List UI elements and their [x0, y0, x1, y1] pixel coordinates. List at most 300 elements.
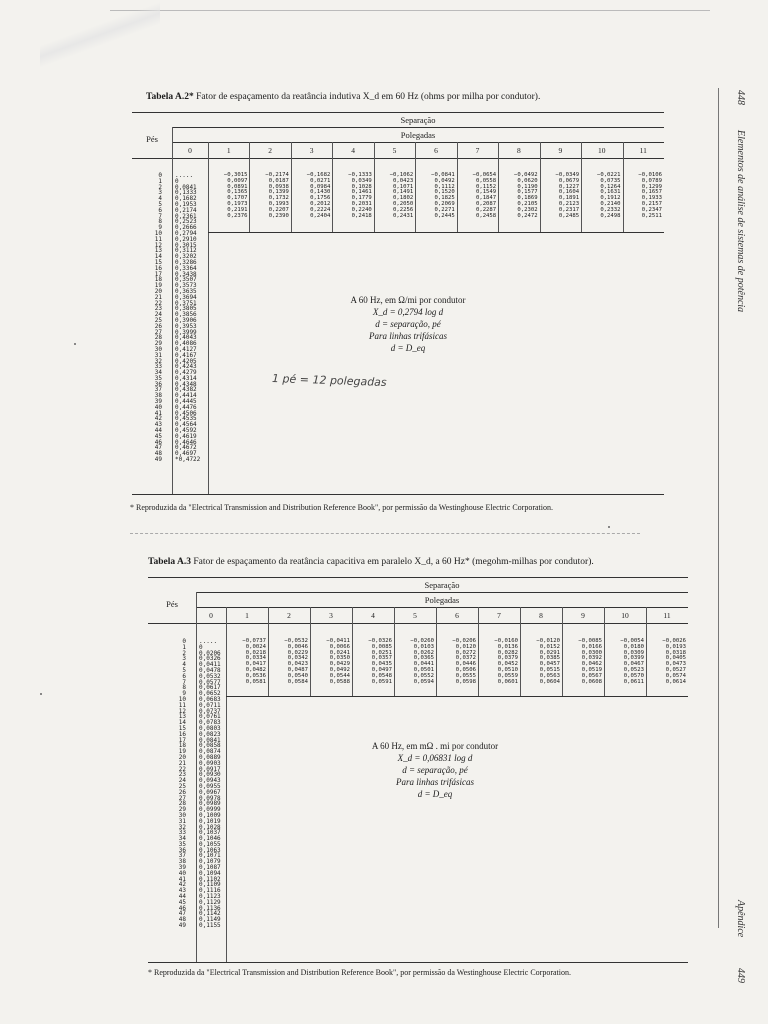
- table-cell: 0,2332: [600, 206, 621, 213]
- table-cell: 0,2523: [175, 218, 197, 226]
- table-cell: 0,0399: [623, 655, 644, 662]
- table-cell: 0,1953: [175, 200, 197, 208]
- table-cell: 0,0262: [413, 649, 434, 656]
- table-cell: 0,0679: [558, 177, 580, 184]
- table-cell: 0,1152: [475, 183, 497, 190]
- table-cell: 0,3856: [175, 311, 197, 319]
- table-cell: 0,0567: [581, 672, 602, 679]
- table-cell: 0,0823: [199, 730, 221, 738]
- feet-value: 6: [182, 672, 186, 680]
- inch-column-values: [268, 639, 308, 685]
- table-cell: 0,0604: [539, 678, 560, 685]
- inch-column-values: [562, 639, 602, 685]
- table-cell: 0,0085: [371, 643, 392, 650]
- table-cell: 0,2191: [227, 206, 248, 213]
- margin-rule: [718, 88, 719, 928]
- table-cell: 0,1149: [199, 916, 221, 924]
- table-cell: 0,4672: [175, 444, 197, 452]
- inch-column-values: [332, 173, 371, 219]
- inch-column-label: 6: [434, 146, 438, 155]
- formula-line: Para linhas trifásicas: [395, 777, 474, 787]
- table-cell: −0,3015: [223, 172, 248, 178]
- table-cell: 0,0365: [413, 655, 434, 662]
- table-cell: 0,4243: [175, 363, 197, 371]
- table-cell: 0,0423: [287, 661, 308, 668]
- feet-value: 34: [178, 835, 186, 843]
- feet-value: 10: [154, 229, 162, 237]
- feet-value: 5: [158, 200, 162, 208]
- feet-value: 48: [178, 916, 186, 924]
- feet-value: 44: [154, 427, 162, 435]
- formula-line: d = D_eq: [417, 789, 453, 799]
- inch-column-values: [310, 639, 350, 685]
- formula-line: d = separação, pé: [375, 319, 441, 329]
- table-cell: −0,2174: [265, 172, 289, 178]
- table-cell: −0,0349: [555, 172, 580, 178]
- table-cell: 0,0492: [329, 666, 350, 673]
- inch-column-label: 8: [539, 611, 543, 620]
- table-cell: −0,0737: [242, 638, 266, 644]
- table-cell: 0,0577: [199, 678, 221, 686]
- table-cell: .....: [175, 172, 194, 179]
- table-cell: 0,0930: [199, 771, 221, 779]
- table-cell: −0,0654: [472, 172, 497, 178]
- table-cell: 0,0241: [329, 649, 350, 656]
- inch-column-label: 4: [351, 146, 355, 155]
- feet-value: 31: [178, 817, 186, 825]
- table-cell: 0,0349: [351, 177, 372, 184]
- table-cell: 0,2404: [310, 212, 331, 219]
- table-cell: 0,1933: [641, 195, 662, 202]
- table-cell: 0,0903: [199, 759, 221, 767]
- table-cell: 0,0999: [199, 806, 221, 814]
- table-cell: 0,0938: [268, 183, 289, 190]
- formula-line: A 60 Hz, em Ω/mi por condutor: [350, 295, 466, 305]
- table-number: Tabela A.2*: [146, 92, 194, 102]
- table-cell: 0,1055: [199, 840, 221, 848]
- table-cell: 0,1112: [434, 183, 455, 190]
- table-cell: 0,1102: [199, 875, 221, 883]
- table-cell: 0,0574: [665, 672, 686, 679]
- feet-value: 5: [182, 666, 186, 674]
- inch-column-label: 9: [581, 611, 585, 620]
- table-cell: 0,1993: [268, 200, 289, 207]
- table-cell: 0,1299: [641, 183, 662, 190]
- inch-column-values: [208, 173, 247, 219]
- table-cell: 0,1577: [517, 189, 538, 196]
- table-cell: 0,2123: [558, 200, 580, 207]
- table-cell: 0,0955: [199, 782, 221, 790]
- formula-line: d = separação, pé: [402, 765, 468, 775]
- scan-speck: [74, 343, 76, 345]
- feet-value: 32: [154, 357, 162, 365]
- table-cell: 0,0282: [497, 649, 518, 656]
- table-cell: 0,3906: [175, 316, 197, 324]
- table-cell: 0,1802: [393, 195, 414, 202]
- table-cell: 0,0166: [581, 643, 602, 650]
- feet-value: 1: [182, 643, 186, 651]
- inch-column-values: [394, 639, 434, 685]
- feet-value: 8: [182, 684, 186, 692]
- feet-value: 11: [178, 701, 186, 709]
- table-cell: 0,0357: [371, 655, 392, 662]
- table-cell: 0,1094: [199, 869, 221, 877]
- feet-value: 0: [158, 172, 162, 179]
- table-cell: 0,2390: [268, 212, 289, 219]
- inch-column-values: [249, 173, 288, 219]
- table-cell: .....: [199, 638, 218, 645]
- feet-value: 40: [178, 869, 186, 877]
- inch-column-label: 4: [371, 611, 375, 620]
- table-cell: 0,0482: [245, 666, 266, 673]
- table-cell: *0,4722: [175, 456, 201, 464]
- inch-column-values: [374, 173, 413, 219]
- table-cell: 0,1129: [199, 898, 221, 906]
- feet-value: 14: [154, 253, 162, 261]
- feet-value: 9: [182, 690, 186, 698]
- table-cell: 0,1891: [558, 195, 580, 202]
- table-cell: 0,1399: [268, 189, 289, 196]
- feet-value: 15: [154, 258, 162, 266]
- table-cell: 0,1079: [199, 858, 221, 866]
- table-cell: 0,1046: [199, 835, 221, 843]
- feet-value: 24: [178, 777, 186, 785]
- table-cell: 0,0783: [199, 719, 221, 727]
- table-cell: 0,0452: [497, 661, 518, 668]
- table-cell: 0,1491: [393, 189, 414, 196]
- feet-value: 27: [178, 794, 186, 802]
- feet-value: 2: [158, 183, 162, 191]
- feet-col-divider: [172, 127, 173, 494]
- inches-rule: [172, 142, 664, 143]
- inch-column-label: 5: [413, 611, 417, 620]
- table-cell: 0,0441: [413, 661, 434, 668]
- table-footnote: * Reproduzida da "Electrical Transmission and Distribution Reference Book", por permissão da Westinghouse Electric Corporation.: [130, 503, 553, 512]
- table-cell: 0,2498: [600, 212, 621, 219]
- feet-value: 16: [178, 730, 186, 738]
- table-cell: 0,0789: [641, 177, 662, 184]
- table-cell: −0,0326: [368, 638, 392, 644]
- table-cell: 0,0271: [310, 177, 331, 184]
- table-cell: −0,0026: [662, 638, 686, 644]
- feet-value: 39: [178, 864, 186, 872]
- cells-bottom-rule: [226, 696, 688, 697]
- table-cell: 0,1071: [393, 183, 414, 190]
- table-cell: 0,0206: [199, 649, 221, 657]
- inch-column-label: 7: [475, 146, 480, 155]
- table-cell: 0,2207: [268, 206, 289, 213]
- inch-column-label: 11: [639, 146, 647, 155]
- table-cell: −0,0492: [514, 172, 538, 178]
- table-cell: 0,3751: [175, 299, 197, 307]
- table-cell: 0: [199, 643, 203, 651]
- table-cell: −0,0160: [494, 638, 518, 644]
- table-cell: 0,0588: [329, 678, 350, 685]
- table-cell: 0,2174: [175, 206, 197, 214]
- table-cell: 0,0917: [199, 765, 221, 773]
- table-cell: −0,0054: [620, 638, 644, 644]
- feet-value: 25: [154, 316, 162, 324]
- table-top-rule: [132, 112, 664, 113]
- running-header-bottom: Apêndice: [735, 900, 746, 938]
- feet-value: 47: [154, 444, 162, 452]
- table-cell: 0,0555: [455, 672, 476, 679]
- table-cell: 0,4445: [175, 398, 197, 406]
- table-cell: 0,1136: [199, 904, 221, 912]
- table-cell: 0,0608: [581, 678, 602, 685]
- table-cell: 0,0152: [539, 643, 560, 650]
- page-crease: [130, 533, 640, 534]
- feet-value: 24: [154, 311, 162, 319]
- scan-speck: [40, 693, 42, 695]
- table-cell: 0,0943: [199, 777, 221, 785]
- inch-column-values: [623, 173, 662, 219]
- table-cell: 0,4506: [175, 409, 197, 417]
- table-cell: 0,0510: [497, 666, 518, 673]
- table-cell: 0,1063: [199, 846, 221, 854]
- table-number: Tabela A.3: [148, 557, 191, 567]
- table-cell: 0,0761: [199, 713, 221, 721]
- table-cell: 0,0467: [623, 661, 644, 668]
- table-cell: 0,0046: [287, 643, 308, 650]
- table-cell: 0: [175, 177, 179, 185]
- table-cell: 0,1123: [199, 893, 221, 901]
- table-cell: 0,0417: [245, 661, 266, 668]
- table-cell: 0,0558: [475, 177, 497, 184]
- table-cell: 0,1116: [199, 887, 221, 895]
- table-cell: 0,4476: [175, 403, 197, 411]
- table-cell: 0,1365: [227, 189, 248, 196]
- feet-value: 18: [154, 276, 162, 284]
- table-cell: 0,1028: [199, 823, 221, 831]
- table-cell: 0,0318: [665, 649, 686, 656]
- feet-value: 28: [178, 800, 186, 808]
- table-cell: 0,0097: [227, 177, 248, 184]
- table-cell: 0,4414: [175, 392, 197, 400]
- table-cell: 0,0559: [497, 672, 518, 679]
- table-cell: 0,4646: [175, 438, 197, 446]
- table-cell: 0,1779: [351, 195, 372, 202]
- inch-column-values: [498, 173, 537, 219]
- scan-speck: [608, 526, 610, 528]
- table-cell: 0,0501: [413, 666, 434, 673]
- table-caption: Fator de espaçamento da reatância capacitiva em paralelo X_d, a 60 Hz* (megohm-milhas por condutor).: [190, 557, 594, 567]
- inch-column-label: 3: [309, 146, 314, 155]
- inch-column-label: 5: [392, 146, 397, 155]
- table-cell: 0,2910: [175, 235, 197, 243]
- feet-value: 22: [154, 299, 162, 307]
- table-cell: 0,0515: [539, 666, 560, 673]
- inch-column-values: [581, 173, 620, 219]
- table-cell: 0,4619: [175, 432, 197, 440]
- feet-value: 31: [154, 351, 162, 359]
- feet-value: 3: [158, 189, 162, 197]
- column-0-values: [199, 639, 225, 929]
- table-cell: 0,2256: [393, 206, 414, 213]
- table-cell: 0,3999: [175, 328, 197, 336]
- feet-value: 45: [178, 898, 186, 906]
- table-cell: 0,2087: [475, 200, 497, 207]
- table-cell: 0,0544: [329, 672, 350, 679]
- separation-rule: [196, 592, 688, 593]
- feet-value: 27: [154, 328, 162, 336]
- inch-column-label: 7: [497, 611, 501, 620]
- table-cell: 0,1037: [199, 829, 221, 837]
- table-cell: 0,0652: [199, 690, 221, 698]
- table-cell: 0,1071: [199, 852, 221, 860]
- header-bottom-rule: [148, 623, 688, 624]
- table-cell: 0,3438: [175, 270, 197, 278]
- feet-value: 33: [178, 829, 186, 837]
- table-cell: 0,0478: [199, 666, 221, 674]
- table-cell: 0,0342: [287, 655, 308, 662]
- table-cell: 0,1142: [199, 910, 221, 918]
- table-cell: 0,1631: [600, 189, 621, 196]
- table-cell: 0,0462: [581, 661, 602, 668]
- feet-value: 38: [154, 392, 162, 400]
- table-cell: 0,0120: [455, 643, 476, 650]
- table-cell: 0,0611: [623, 678, 644, 685]
- table-cell: 0,3573: [175, 282, 197, 290]
- feet-value: 36: [178, 846, 186, 854]
- feet-value: 18: [178, 742, 186, 750]
- feet-value: 49: [154, 456, 162, 464]
- table-cell: 0,2361: [175, 212, 197, 220]
- feet-header: Pés: [146, 134, 158, 144]
- table-cell: 0,0180: [623, 643, 644, 650]
- feet-value: 23: [178, 771, 186, 779]
- table-cell: 0,1756: [310, 195, 331, 202]
- table-cell: 0,0540: [287, 672, 308, 679]
- table-cell: 0,0429: [329, 661, 350, 668]
- feet-value: 45: [154, 432, 162, 440]
- header-bottom-rule: [132, 158, 664, 159]
- feet-column: [148, 639, 186, 929]
- table-cell: 0,3112: [175, 247, 197, 255]
- table-cell: 0,3202: [175, 253, 197, 261]
- table-cell: 0,4314: [175, 374, 197, 382]
- feet-value: 35: [154, 374, 162, 382]
- feet-value: 19: [178, 748, 186, 756]
- feet-value: 25: [178, 782, 186, 790]
- table-title: [148, 557, 594, 567]
- table-cell: 0,4167: [175, 351, 197, 359]
- inch-column-label: 8: [517, 146, 521, 155]
- table-cell: 0,0711: [199, 701, 221, 709]
- table-cell: 0,0385: [539, 655, 560, 662]
- feet-value: 2: [182, 649, 186, 657]
- table-cell: 0,2031: [351, 200, 372, 207]
- table-cell: −0,0221: [596, 172, 621, 178]
- table-cell: −0,0106: [638, 172, 662, 178]
- table-cell: 0,4592: [175, 427, 197, 435]
- feet-header: Pés: [166, 599, 178, 609]
- table-cell: 0,0300: [581, 649, 602, 656]
- feet-value: 21: [178, 759, 186, 767]
- feet-value: 20: [178, 753, 186, 761]
- inch-column-label: 1: [245, 611, 249, 620]
- table-cell: 0,4564: [175, 421, 197, 429]
- inch-column-values: [291, 173, 330, 219]
- table-caption: Fator de espaçamento da reatância indutiva X_d em 60 Hz (ohms por milha por condutor).: [193, 92, 541, 102]
- table-cell: 0,1028: [351, 183, 372, 190]
- feet-value: 17: [178, 736, 186, 744]
- table-cell: 0,0552: [413, 672, 434, 679]
- inch-column-label: 0: [188, 146, 192, 155]
- feet-value: 6: [158, 206, 162, 214]
- feet-value: 0: [182, 638, 186, 645]
- feet-value: 42: [178, 881, 186, 889]
- feet-value: 46: [178, 904, 186, 912]
- table-cell: 0,2794: [175, 229, 197, 237]
- table-cell: 0,2105: [517, 200, 538, 207]
- table-cell: −0,0260: [410, 638, 434, 644]
- feet-value: 47: [178, 910, 186, 918]
- table-cell: 0,2431: [393, 212, 414, 219]
- table-cell: 0,0683: [199, 695, 221, 703]
- table-cell: 0,0136: [497, 643, 518, 650]
- feet-value: 34: [154, 369, 162, 377]
- table-cell: 0,0536: [245, 672, 266, 679]
- inch-column-values: [478, 639, 518, 685]
- table-cell: 0,3364: [175, 264, 197, 272]
- table-cell: 0,0309: [623, 649, 644, 656]
- table-cell: 0,0446: [455, 661, 476, 668]
- formula-line: Para linhas trifásicas: [368, 331, 447, 341]
- feet-value: 8: [158, 218, 162, 226]
- table-cell: −0,0532: [284, 638, 308, 644]
- feet-value: 37: [154, 386, 162, 394]
- table-cell: 0,2458: [475, 212, 497, 219]
- feet-value: 42: [154, 415, 162, 423]
- table-cell: 0,0581: [245, 678, 266, 685]
- inches-header: Polegadas: [424, 595, 460, 605]
- table-cell: 0,3694: [175, 293, 197, 301]
- table-cell: 0,4697: [175, 450, 197, 458]
- table-cell: −0,0841: [431, 172, 455, 178]
- table-cell: 0,2376: [227, 212, 248, 219]
- inch-column-values: [540, 173, 579, 219]
- feet-value: 44: [178, 893, 186, 901]
- table-cell: 0,0411: [199, 661, 221, 669]
- table-cell: 0,2050: [393, 200, 414, 207]
- table-cell: 0,4348: [175, 380, 197, 388]
- table-cell: 0,0519: [581, 666, 602, 673]
- inch-column-label: 10: [598, 146, 606, 155]
- table-cell: −0,0411: [326, 638, 350, 644]
- table-bottom-rule: [148, 962, 688, 963]
- table-cell: 0,0487: [287, 666, 308, 673]
- table-cell: 0,1087: [199, 864, 221, 872]
- inch-column-label: 11: [663, 611, 671, 620]
- table-cell: 0,3286: [175, 258, 197, 266]
- feet-value: 29: [154, 340, 162, 348]
- table-cell: −0,1333: [348, 172, 372, 178]
- table-cell: 0,0841: [199, 736, 221, 744]
- table-cell: 0,0492: [434, 177, 455, 184]
- feet-value: 36: [154, 380, 162, 388]
- inch-column-label: 2: [268, 146, 273, 155]
- feet-value: 41: [154, 409, 162, 417]
- table-cell: 0,4205: [175, 357, 197, 365]
- separation-rule: [172, 127, 664, 128]
- table-cell: 0,3805: [175, 305, 197, 313]
- table-cell: 0,0548: [371, 672, 392, 679]
- table-cell: 0,0103: [413, 643, 434, 650]
- feet-value: 43: [178, 887, 186, 895]
- table-cell: 0,1682: [175, 195, 197, 203]
- table-top-rule: [148, 577, 688, 578]
